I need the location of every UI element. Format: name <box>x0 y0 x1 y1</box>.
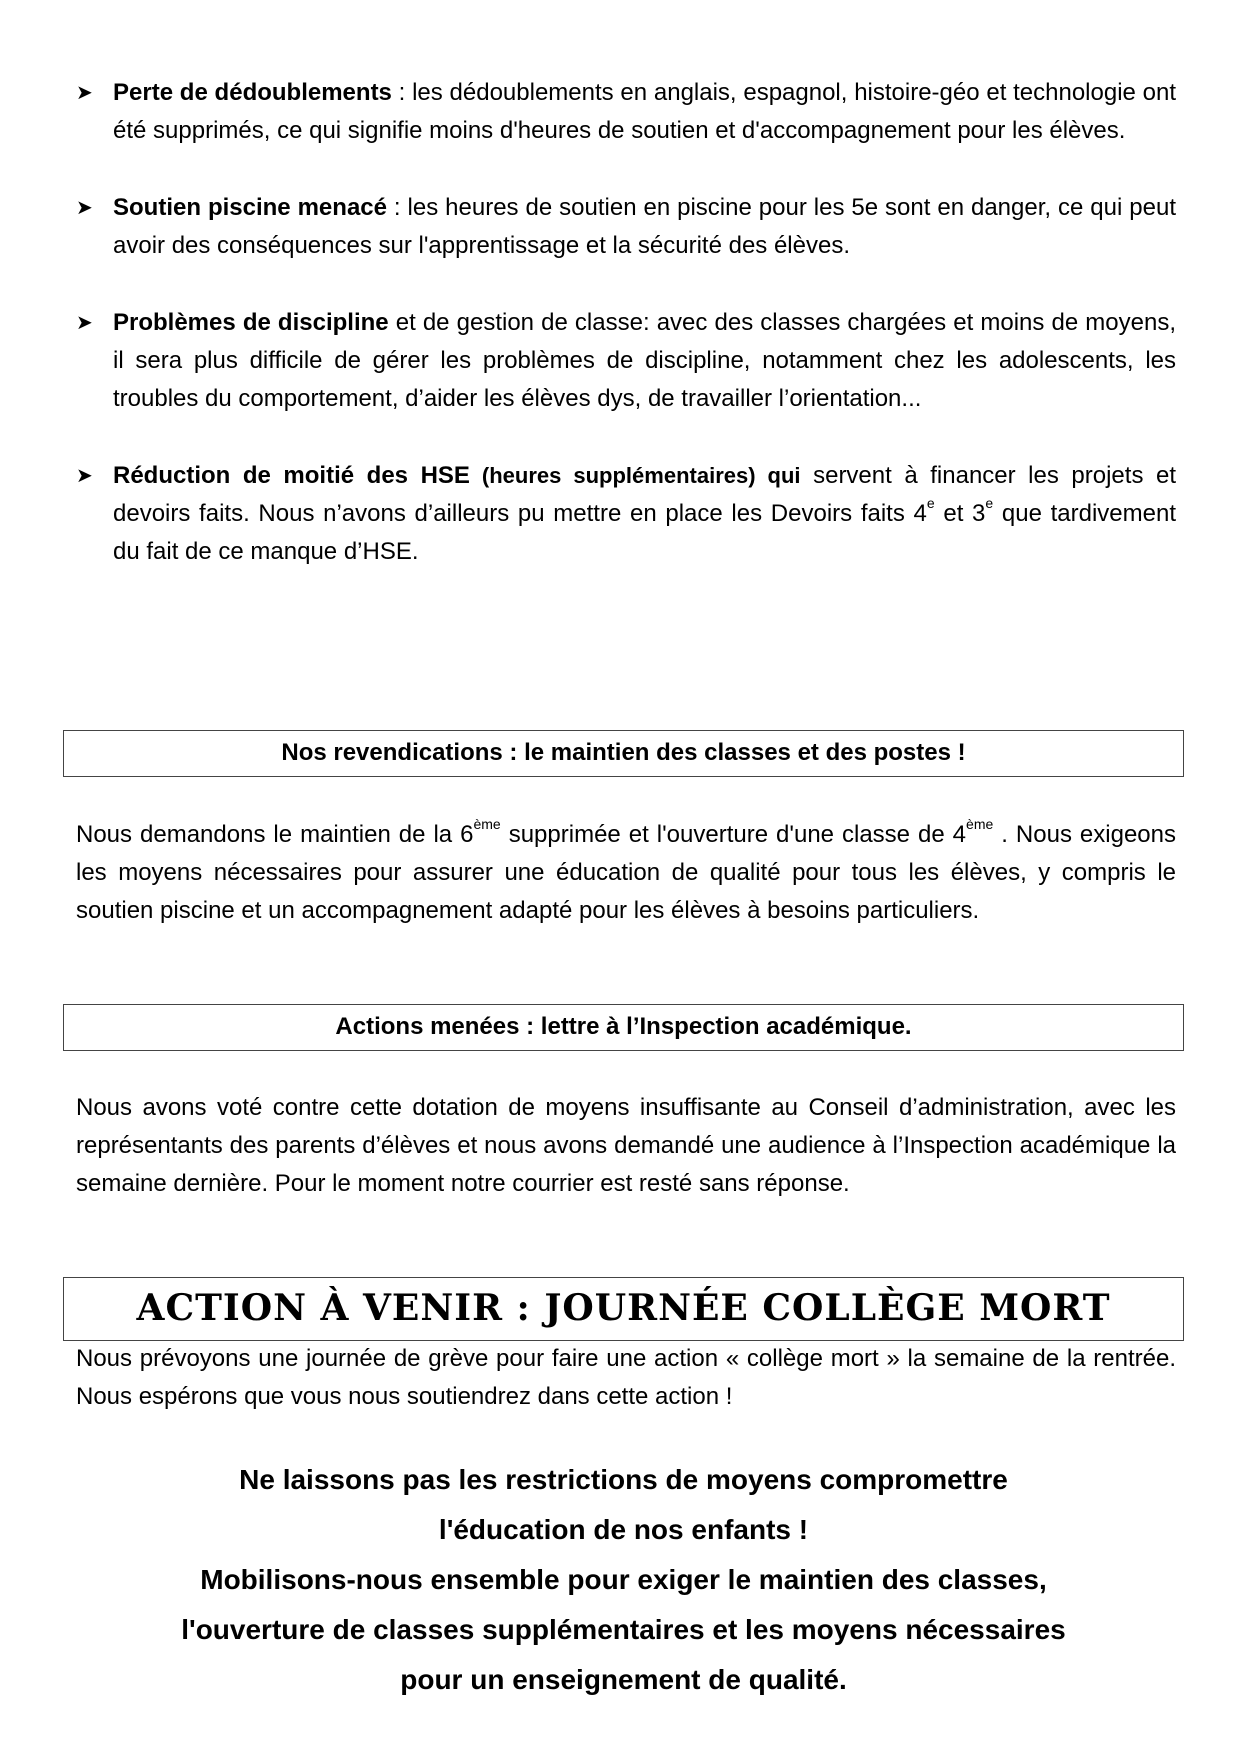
revendications-paragraph <box>76 816 1176 930</box>
list-item <box>76 304 1176 418</box>
bullet-text: et de gestion de classe: avec des classes chargées et moins de moyens, il sera plus difficile de gérer les problèmes de discipline, notamment chez les adolescents, les troubles du comportement, d’aider les élèves dys, de travailler l’orientation... <box>113 309 1176 412</box>
arrow-bullet-icon: ➤ <box>76 312 93 334</box>
arrow-bullet-icon: ➤ <box>76 82 93 104</box>
bullet-title-paren: (heures supplémentaires) qui <box>469 463 801 488</box>
superscript: ème <box>473 816 501 832</box>
bullet-text: : les dédoublements en anglais, espagnol, histoire-géo et technologie ont été supprimés, ce qui signifie moins d'heures de soutien et d'accompagnement pour les élèves. <box>113 79 1177 144</box>
bullet-title: Perte de dédoublements <box>113 79 392 106</box>
superscript: e <box>985 495 994 511</box>
bullet-title: Soutien piscine menacé <box>113 194 387 221</box>
closing-message <box>63 1455 1184 1705</box>
actions-paragraph: Nous avons voté contre cette dotation de moyens insuffisante au Conseil d’administration, avec les représentants des parents d’élèves et nous avons demandé une audience à l’Inspection académique la semaine dernière. Pour le moment notre courrier est resté sans réponse. <box>76 1094 1176 1197</box>
arrow-bullet-icon: ➤ <box>76 465 93 487</box>
bullet-title: Réduction de moitié des HSE <box>113 462 470 489</box>
superscript: ème <box>966 816 994 832</box>
closing-line: Ne laissons pas les restrictions de moyens compromettre <box>239 1464 1008 1495</box>
action-future-heading-text: ACTION À VENIR : JOURNÉE COLLÈGE MORT <box>136 1287 1111 1329</box>
bullet-text: : les heures de soutien en piscine pour les 5e sont en danger, ce qui peut avoir des conséquences sur l'apprentissage et la sécurité des élèves. <box>113 194 1176 259</box>
closing-line: Mobilisons-nous ensemble pour exiger le maintien des classes, <box>200 1564 1047 1595</box>
bullet-text: et 3 <box>934 500 986 527</box>
bullet-title: Problèmes de discipline <box>113 309 389 336</box>
closing-line: l'éducation de nos enfants ! <box>438 1514 809 1545</box>
arrow-bullet-icon: ➤ <box>76 197 93 219</box>
paragraph-text: . Nous exigeons les moyens nécessaires pour assurer une éducation de qualité pour tous les élèves, y compris le soutien piscine et un accompagnement adapté pour les élèves à besoins particuliers. <box>76 821 1177 924</box>
paragraph-text: Nous demandons le maintien de la 6 <box>76 821 474 848</box>
bullet-text: servent à financer les projets et devoirs faits. Nous n’avons d’ailleurs pu mettre en place les Devoirs faits 4 <box>113 462 1177 527</box>
bullet-text: que tardivement du fait de ce manque d’HSE. <box>113 500 1176 565</box>
list-item <box>76 457 1176 571</box>
problem-list <box>76 74 1176 610</box>
list-item <box>76 189 1176 265</box>
list-item <box>76 74 1176 150</box>
paragraph-text: supprimée et l'ouverture d'une classe de 4 <box>500 821 967 848</box>
revendications-heading <box>63 730 1184 777</box>
actions-heading-text: Actions menées : lettre à l’Inspection académique. <box>335 1013 912 1040</box>
action-future-paragraph: Nous prévoyons une journée de grève pour faire une action « collège mort » la semaine de la rentrée. Nous espérons que vous nous soutiendrez dans cette action ! <box>76 1345 1176 1410</box>
closing-line: l'ouverture de classes supplémentaires et les moyens nécessaires <box>181 1614 1066 1645</box>
closing-line: pour un enseignement de qualité. <box>400 1664 847 1695</box>
superscript: e <box>926 495 935 511</box>
action-future-heading <box>63 1277 1184 1341</box>
revendications-heading-text: Nos revendications : le maintien des classes et des postes ! <box>281 739 966 766</box>
actions-heading <box>63 1004 1184 1051</box>
